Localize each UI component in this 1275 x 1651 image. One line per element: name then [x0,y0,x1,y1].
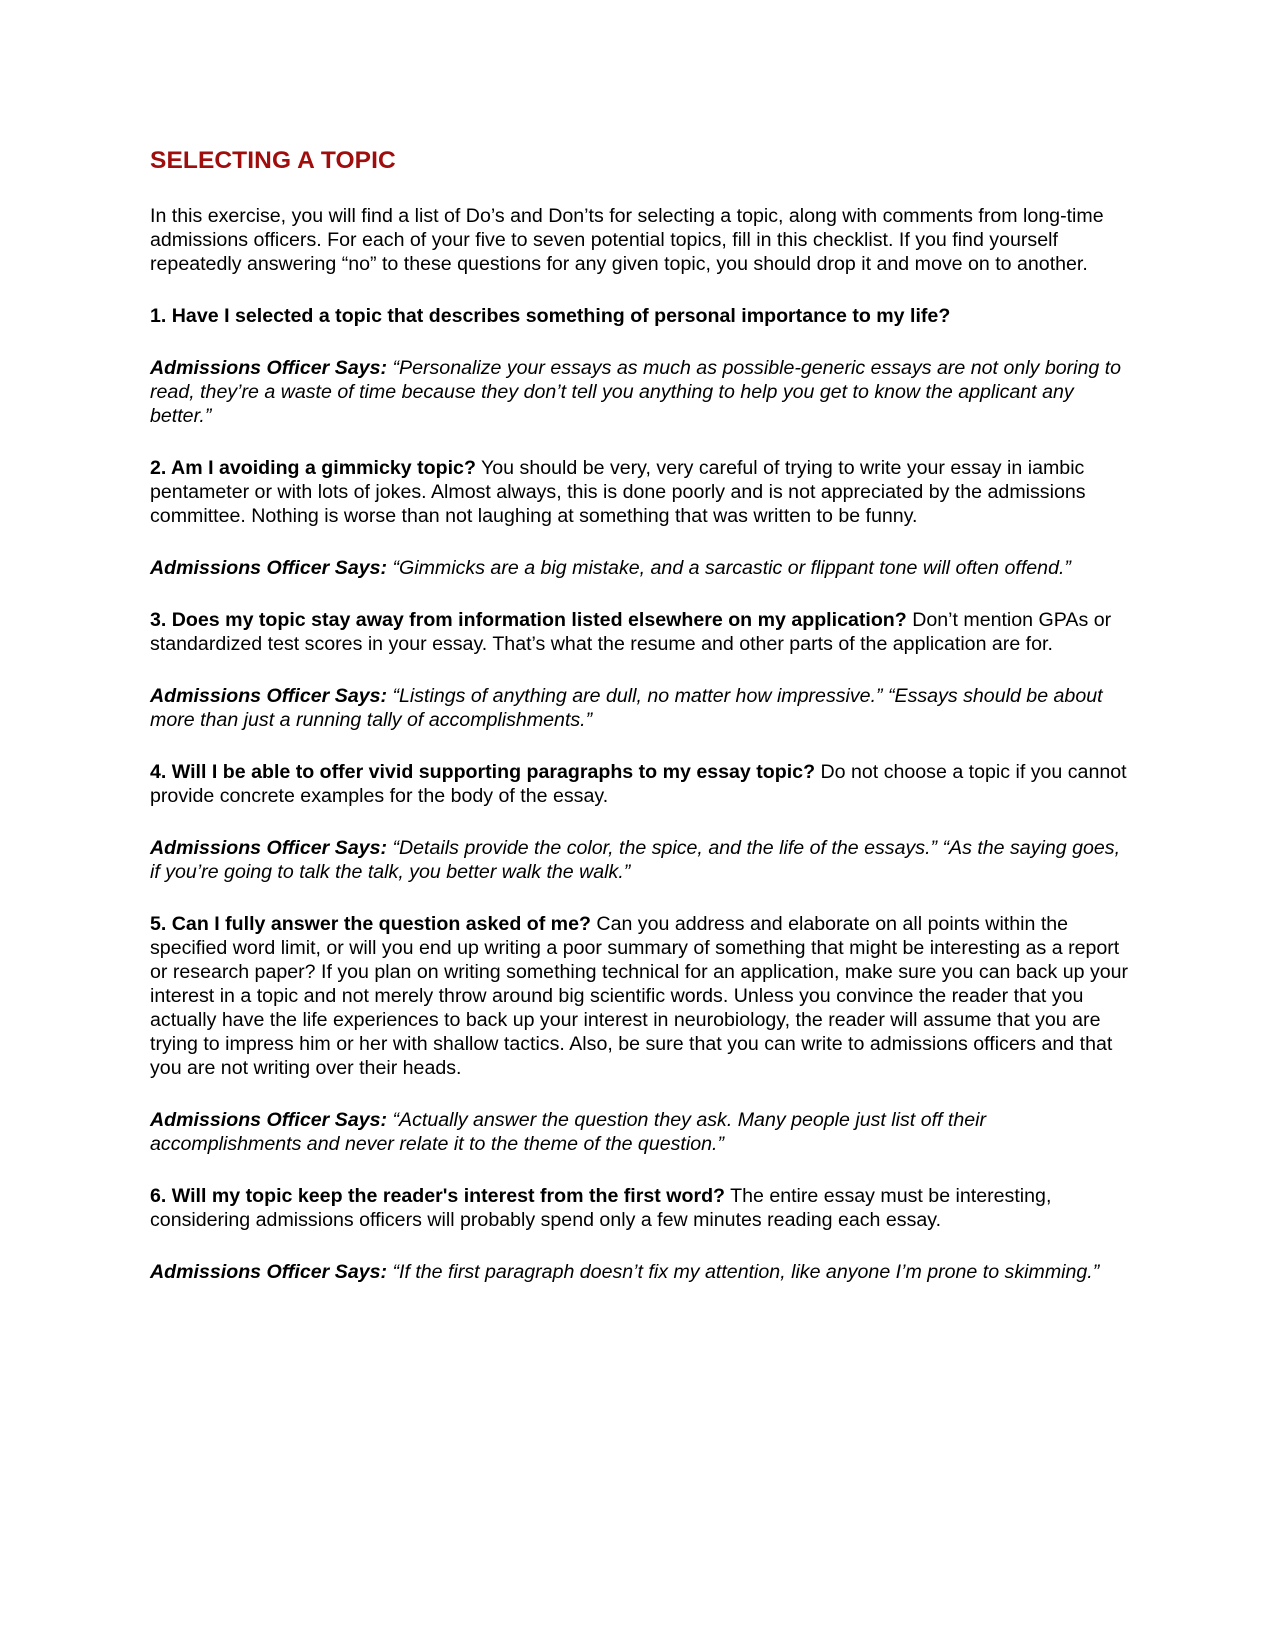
officer-quote-text: “Actually answer the question they ask. Many people just list off their accomplishments and never relate it to the theme of the question.” [150,1109,987,1155]
officer-quote-3 [150,684,1130,732]
officer-quote-text: “If the first paragraph doesn’t fix my attention, like anyone I’m prone to skimming.” [392,1261,1100,1283]
officer-quote-2 [150,556,1130,580]
question-2 [150,456,1130,528]
officer-quote-text: “Gimmicks are a big mistake, and a sarcastic or flippant tone will often offend.” [392,557,1071,579]
officer-label: Admissions Officer Says: [150,1261,388,1283]
question-1 [150,304,1130,328]
officer-quote-text: “Details provide the color, the spice, and the life of the essays.” “As the saying goes, if you’re going to talk the talk, you better walk the walk.” [150,837,1121,883]
question-5 [150,912,1130,1080]
question-4 [150,760,1130,808]
document-page [150,146,1130,1312]
question-6-body: The entire essay must be interesting, considering admissions officers will probably spend only a few minutes reading each essay. [150,1185,1052,1231]
question-5-heading: 5. Can I fully answer the question asked of me? [150,913,591,935]
officer-label: Admissions Officer Says: [150,685,388,707]
question-4-body: Do not choose a topic if you cannot provide concrete examples for the body of the essay. [150,761,1127,807]
officer-quote-6 [150,1260,1130,1284]
question-4-heading: 4. Will I be able to offer vivid supporting paragraphs to my essay topic? [150,761,816,783]
officer-quote-4 [150,836,1130,884]
officer-quote-text: “Personalize your essays as much as possible-generic essays are not only boring to read, they’re a waste of time because they don’t tell you anything to help you get to know the applicant any better.” [150,357,1122,427]
question-5-body: Can you address and elaborate on all points within the specified word limit, or will you end up writing a poor summary of something that might be interesting as a report or research paper? If you plan on writing something technical for an application, make sure you can back up your interest in a topic and not merely throw around big scientific words. Unless you convince the reader that you actually have the life experiences to back up your interest in neurobiology, the reader will assume that you are trying to impress him or her with shallow tactics. Also, be sure that you can write to admissions officers and that you are not writing over their heads. [150,913,1129,1079]
officer-label: Admissions Officer Says: [150,357,388,379]
question-2-heading: 2. Am I avoiding a gimmicky topic? [150,457,476,479]
officer-quote-text: “Listings of anything are dull, no matter how impressive.” “Essays should be about more than just a running tally of accomplishments.” [150,685,1103,731]
question-6 [150,1184,1130,1232]
officer-label: Admissions Officer Says: [150,837,388,859]
officer-label: Admissions Officer Says: [150,557,388,579]
officer-quote-1 [150,356,1130,428]
question-3-heading: 3. Does my topic stay away from information listed elsewhere on my application? [150,609,907,631]
officer-quote-5 [150,1108,1130,1156]
page-title: SELECTING A TOPIC [150,147,396,174]
intro-paragraph: In this exercise, you will find a list of Do’s and Don’ts for selecting a topic, along with comments from long-time admissions officers. For each of your five to seven potential topics, fill in this checklist. If you find yourself repeatedly answering “no” to these questions for any given topic, you should drop it and move on to another. [150,205,1104,275]
question-6-heading: 6. Will my topic keep the reader's interest from the first word? [150,1185,726,1207]
question-1-heading: 1. Have I selected a topic that describes something of personal importance to my life? [150,305,951,327]
officer-label: Admissions Officer Says: [150,1109,388,1131]
question-3 [150,608,1130,656]
question-2-body: You should be very, very careful of trying to write your essay in iambic pentameter or with lots of jokes. Almost always, this is done poorly and is not appreciated by the admissions committee. Nothing is worse than not laughing at something that was written to be funny. [150,457,1086,527]
question-3-body: Don’t mention GPAs or standardized test scores in your essay. That’s what the resume and other parts of the application are for. [150,609,1112,655]
